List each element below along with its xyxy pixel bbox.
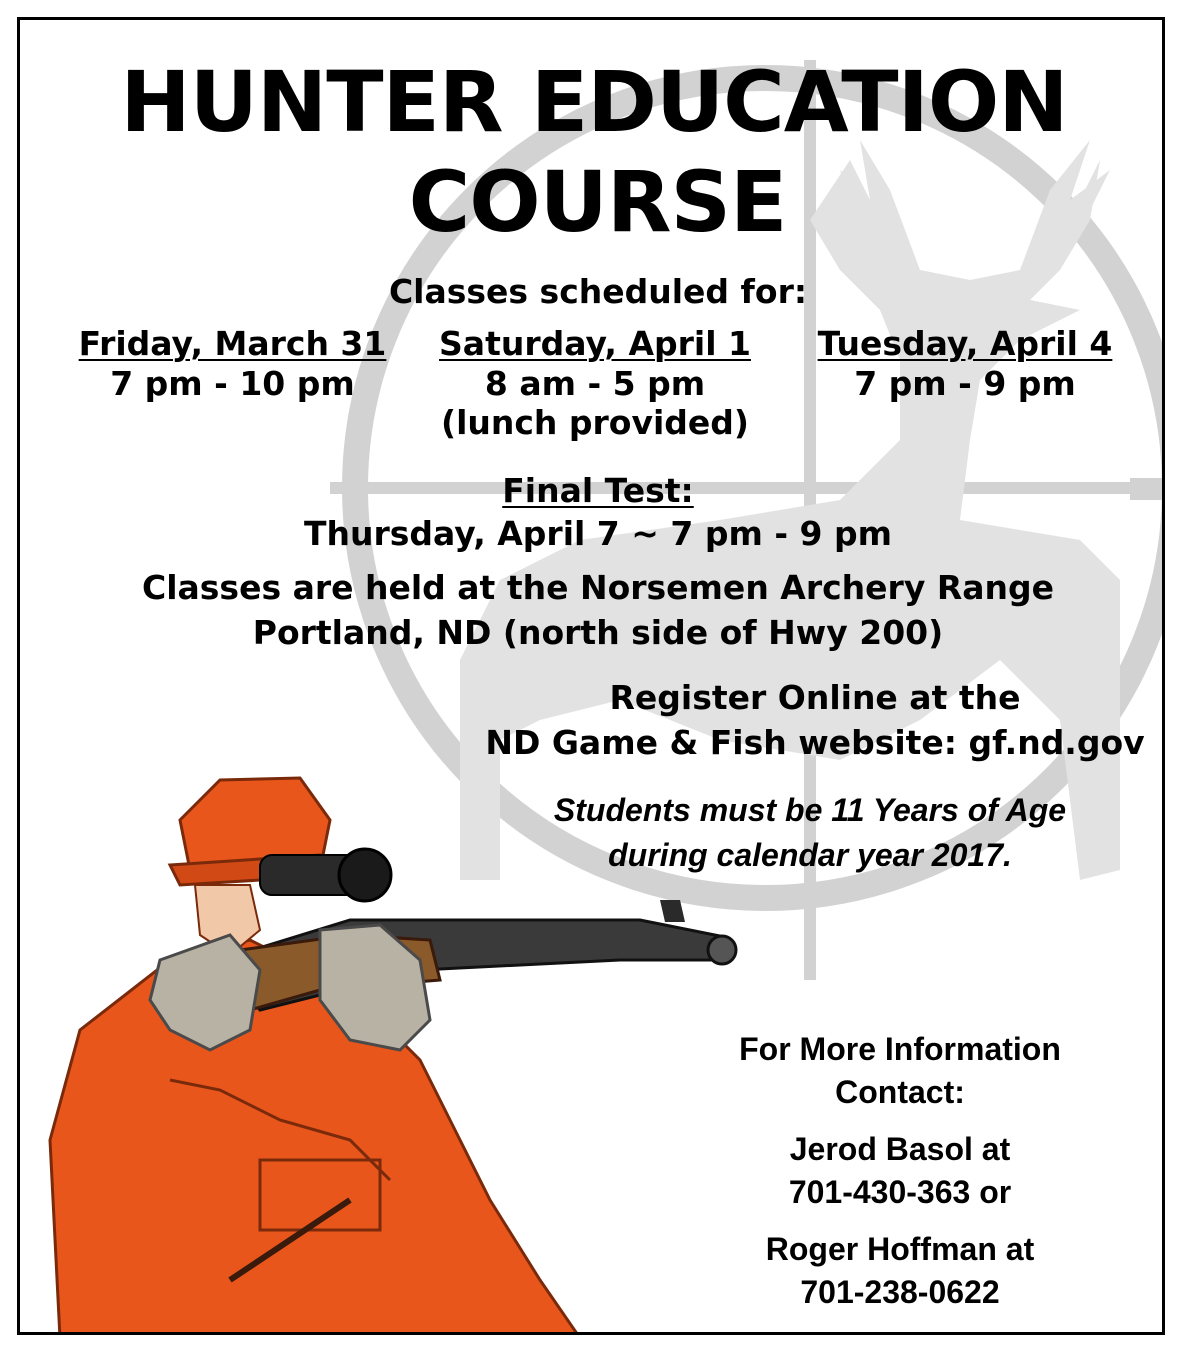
contact-phone: 701-430-363 or xyxy=(788,1174,1012,1211)
day-date: Friday, March 31 xyxy=(78,324,387,363)
contact-heading-line-2: Contact: xyxy=(835,1073,965,1110)
flyer xyxy=(17,17,1165,1335)
register-line-1: Register Online at the xyxy=(609,678,1021,717)
contact-person-2 xyxy=(660,1228,1140,1314)
final-test-details: Thursday, April 7 ~ 7 pm - 9 pm xyxy=(304,514,892,553)
contact-name: Roger Hoffman at xyxy=(765,1231,1035,1267)
day-saturday xyxy=(430,324,760,443)
final-test-label: Final Test: xyxy=(502,471,694,510)
schedule-heading: Classes scheduled for: xyxy=(388,272,808,311)
location-line-2: Portland, ND (north side of Hwy 200) xyxy=(252,613,944,652)
contact-name: Jerod Basol at xyxy=(789,1131,1011,1167)
contact-heading-line-1: For More Information xyxy=(739,1031,1061,1067)
day-note: (lunch provided) xyxy=(440,403,750,443)
contact-heading xyxy=(660,1028,1140,1113)
contact-person-1 xyxy=(660,1128,1140,1214)
age-requirement xyxy=(480,788,1140,878)
day-time: 7 pm - 10 pm xyxy=(110,363,355,403)
contact-phone: 701-238-0622 xyxy=(800,1274,1000,1311)
day-tuesday xyxy=(810,324,1120,403)
title-line-2: COURSE xyxy=(408,153,787,251)
day-time: 7 pm - 9 pm xyxy=(854,363,1076,403)
age-line-2: during calendar year 2017. xyxy=(608,836,1012,873)
location-line-1: Classes are held at the Norsemen Archery Range xyxy=(141,568,1054,607)
day-date: Tuesday, April 4 xyxy=(817,324,1113,363)
title-line-1: HUNTER EDUCATION xyxy=(120,53,1068,151)
day-friday xyxy=(60,324,405,403)
register-line-2: ND Game & Fish website: gf.nd.gov xyxy=(485,723,1145,762)
day-time: 8 am - 5 pm xyxy=(484,363,706,403)
day-date: Saturday, April 1 xyxy=(439,324,751,363)
age-line-1: Students must be 11 Years of Age xyxy=(553,792,1067,828)
